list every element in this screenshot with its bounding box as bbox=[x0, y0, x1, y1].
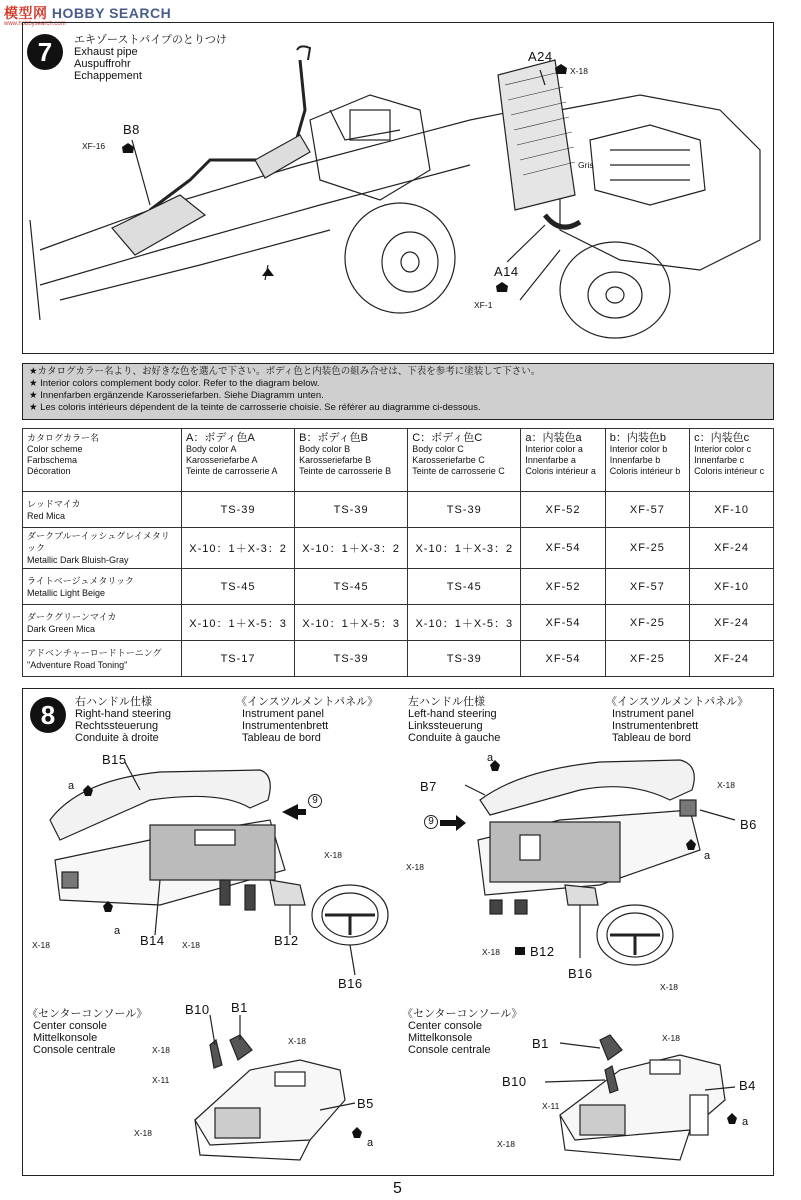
label-b6: B6 bbox=[740, 817, 757, 832]
rh-console-jp: 《センターコンソール》 bbox=[27, 1008, 148, 1020]
lh-panel-fr: Tableau de bord bbox=[612, 732, 691, 744]
rh-title-en: Right-hand steering bbox=[75, 708, 172, 720]
label-b12: B12 bbox=[530, 944, 555, 959]
lh-console-jp: 《センターコンソール》 bbox=[402, 1008, 523, 1020]
label-x11: X-11 bbox=[152, 1075, 170, 1085]
lh-console-fr: Console centrale bbox=[408, 1044, 491, 1056]
watermark-brand-b: HOBBY SEARCH bbox=[51, 5, 172, 21]
watermark-sub: www.hobbysearch.com bbox=[4, 21, 66, 27]
screw-icon bbox=[352, 1127, 362, 1138]
lh-console-de: Mittelkonsole bbox=[408, 1032, 473, 1044]
label-b10: B10 bbox=[502, 1074, 527, 1089]
page-number: 5 bbox=[393, 1180, 402, 1197]
lh-title-de: Linkssteuerung bbox=[408, 720, 483, 732]
col-header-a-lower: a：内装色a Interior color a Innenfarbe a Coloris intérieur a bbox=[521, 429, 605, 492]
col-header-b-upper: B：ボディ色B Body color B Karosseriefarbe B Teinte de carrosserie B bbox=[295, 429, 408, 492]
label-a: a bbox=[68, 780, 75, 792]
label-b7: B7 bbox=[420, 779, 437, 794]
label-b10: B10 bbox=[185, 1002, 210, 1017]
label-x18: X-18 bbox=[660, 982, 678, 992]
label-x18: X-18 bbox=[134, 1128, 152, 1138]
step7-title-fr: Echappement bbox=[74, 70, 142, 82]
step7-label-xf16: XF-16 bbox=[82, 141, 106, 151]
lh-panel-jp: 《インスツルメントパネル》 bbox=[606, 696, 749, 708]
label-x18: X-18 bbox=[482, 947, 500, 957]
rh-console-de: Mittelkonsole bbox=[33, 1032, 98, 1044]
table-row: レッドマイカ Red Mica TS-39 TS-39 TS-39 XF-52 XF-57 XF-10 bbox=[23, 492, 774, 528]
label-x18: X-18 bbox=[497, 1139, 515, 1149]
label-x11: X-11 bbox=[542, 1101, 560, 1111]
step7-label-a24: A24 bbox=[528, 49, 553, 64]
table-row: ダークブルーイッシュグレイメタリック Metallic Dark Bluish-Gray X-10：1＋X-3：2 X-10：1＋X-3：2 X-10：1＋X-3：2 XF-54 XF-25 XF-24 bbox=[23, 528, 774, 569]
label-nine: 9 bbox=[308, 794, 322, 808]
table-row: ダークグリーンマイカ Dark Green Mica X-10：1＋X-5：3 X-10：1＋X-5：3 X-10：1＋X-5：3 XF-54 XF-25 XF-24 bbox=[23, 605, 774, 641]
label-x18: X-18 bbox=[324, 850, 342, 860]
label-b15: B15 bbox=[102, 752, 127, 767]
label-x18: X-18 bbox=[406, 862, 424, 872]
label-x18: X-18 bbox=[182, 940, 200, 950]
rh-title-fr: Conduite à droite bbox=[75, 732, 159, 744]
label-x18: X-18 bbox=[717, 780, 735, 790]
rh-panel-en: Instrument panel bbox=[242, 708, 324, 720]
label-x18: X-18 bbox=[288, 1036, 306, 1046]
label-x18: X-18 bbox=[662, 1033, 680, 1043]
arrow-icon bbox=[282, 804, 306, 820]
label-b16: B16 bbox=[568, 966, 593, 981]
lh-title-fr: Conduite à gauche bbox=[408, 732, 501, 744]
step7-label-xf1: XF-1 bbox=[474, 300, 493, 310]
step7-number: 7 bbox=[27, 34, 63, 70]
step7-label-gris: Gris bbox=[578, 160, 594, 170]
color-note-fr: ★ Les coloris intérieurs dépendent de la teinte de carrosserie choisie. Se référer au diagramme ci-dessous. bbox=[29, 402, 481, 413]
color-note-jp: ★カタログカラー名より、お好きな色を選んで下さい。ボディ色と内装色の組み合せは、下表を参考に塗装して下さい。 bbox=[29, 366, 541, 377]
label-b1: B1 bbox=[532, 1036, 549, 1051]
label-a: a bbox=[704, 850, 711, 862]
step7-title-jp: エキゾーストパイプのとりつけ bbox=[74, 34, 227, 46]
step7-label-a14: A14 bbox=[494, 264, 519, 279]
label-b1: B1 bbox=[231, 1000, 248, 1015]
lh-title-jp: 左ハンドル仕様 bbox=[408, 696, 485, 708]
screw-icon bbox=[83, 785, 93, 796]
col-header-scheme: カタログカラー名 Color scheme Farbschema Décoration bbox=[23, 429, 182, 492]
step7-title-en: Exhaust pipe bbox=[74, 46, 138, 58]
lh-panel-de: Instrumentenbrett bbox=[612, 720, 699, 732]
label-a: a bbox=[367, 1137, 374, 1149]
label-b12: B12 bbox=[274, 933, 299, 948]
label-b14: B14 bbox=[140, 933, 165, 948]
rh-console-fr: Console centrale bbox=[33, 1044, 116, 1056]
rh-title-jp: 右ハンドル仕様 bbox=[75, 696, 152, 708]
color-note-en: ★ Interior colors complement body color. Refer to the diagram below. bbox=[29, 378, 320, 389]
step7-label-b8: B8 bbox=[123, 122, 140, 137]
label-x18: X-18 bbox=[32, 940, 50, 950]
arrow-icon bbox=[440, 815, 466, 831]
rh-console-en: Center console bbox=[33, 1020, 107, 1032]
label-nine: 9 bbox=[424, 815, 438, 829]
rh-title-de: Rechtssteuerung bbox=[75, 720, 159, 732]
lh-title-en: Left-hand steering bbox=[408, 708, 497, 720]
label-a: a bbox=[114, 925, 121, 937]
lh-console-en: Center console bbox=[408, 1020, 482, 1032]
lh-panel-en: Instrument panel bbox=[612, 708, 694, 720]
label-x18: X-18 bbox=[152, 1045, 170, 1055]
step7-label-x18: X-18 bbox=[570, 66, 588, 76]
label-b5: B5 bbox=[357, 1096, 374, 1111]
rh-panel-de: Instrumentenbrett bbox=[242, 720, 329, 732]
paint-bottle-icon bbox=[515, 947, 525, 955]
label-b4: B4 bbox=[739, 1078, 756, 1093]
table-row: アドベンチャーロードトーニング "Adventure Road Toning" TS-17 TS-39 TS-39 XF-54 XF-25 XF-24 bbox=[23, 641, 774, 677]
rh-panel-jp: 《インスツルメントパネル》 bbox=[236, 696, 379, 708]
col-header-c-lower: c：内装色c Interior color c Innenfarbe c Coloris intérieur c bbox=[690, 429, 774, 492]
color-note-de: ★ Innenfarben ergänzende Karosseriefarben. Siehe Diagramm unten. bbox=[29, 390, 324, 401]
screw-icon bbox=[727, 1113, 737, 1124]
rh-panel-fr: Tableau de bord bbox=[242, 732, 321, 744]
watermark-brand-a: 模型网 bbox=[4, 5, 48, 21]
label-a: a bbox=[742, 1116, 749, 1128]
table-row: ライトベージュメタリック Metallic Light Beige TS-45 TS-45 TS-45 XF-52 XF-57 XF-10 bbox=[23, 569, 774, 605]
step8-number: 8 bbox=[30, 697, 66, 733]
step7-title-de: Auspuffrohr bbox=[74, 58, 131, 70]
label-a: a bbox=[487, 752, 494, 764]
col-header-c-upper: C：ボディ色C Body color C Karosseriefarbe C Teinte de carrosserie C bbox=[408, 429, 521, 492]
label-b16: B16 bbox=[338, 976, 363, 991]
col-header-a-upper: A：ボディ色A Body color A Karosseriefarbe A Teinte de carrosserie A bbox=[182, 429, 295, 492]
col-header-b-lower: b：内装色b Interior color b Innenfarbe b Coloris intérieur b bbox=[605, 429, 689, 492]
